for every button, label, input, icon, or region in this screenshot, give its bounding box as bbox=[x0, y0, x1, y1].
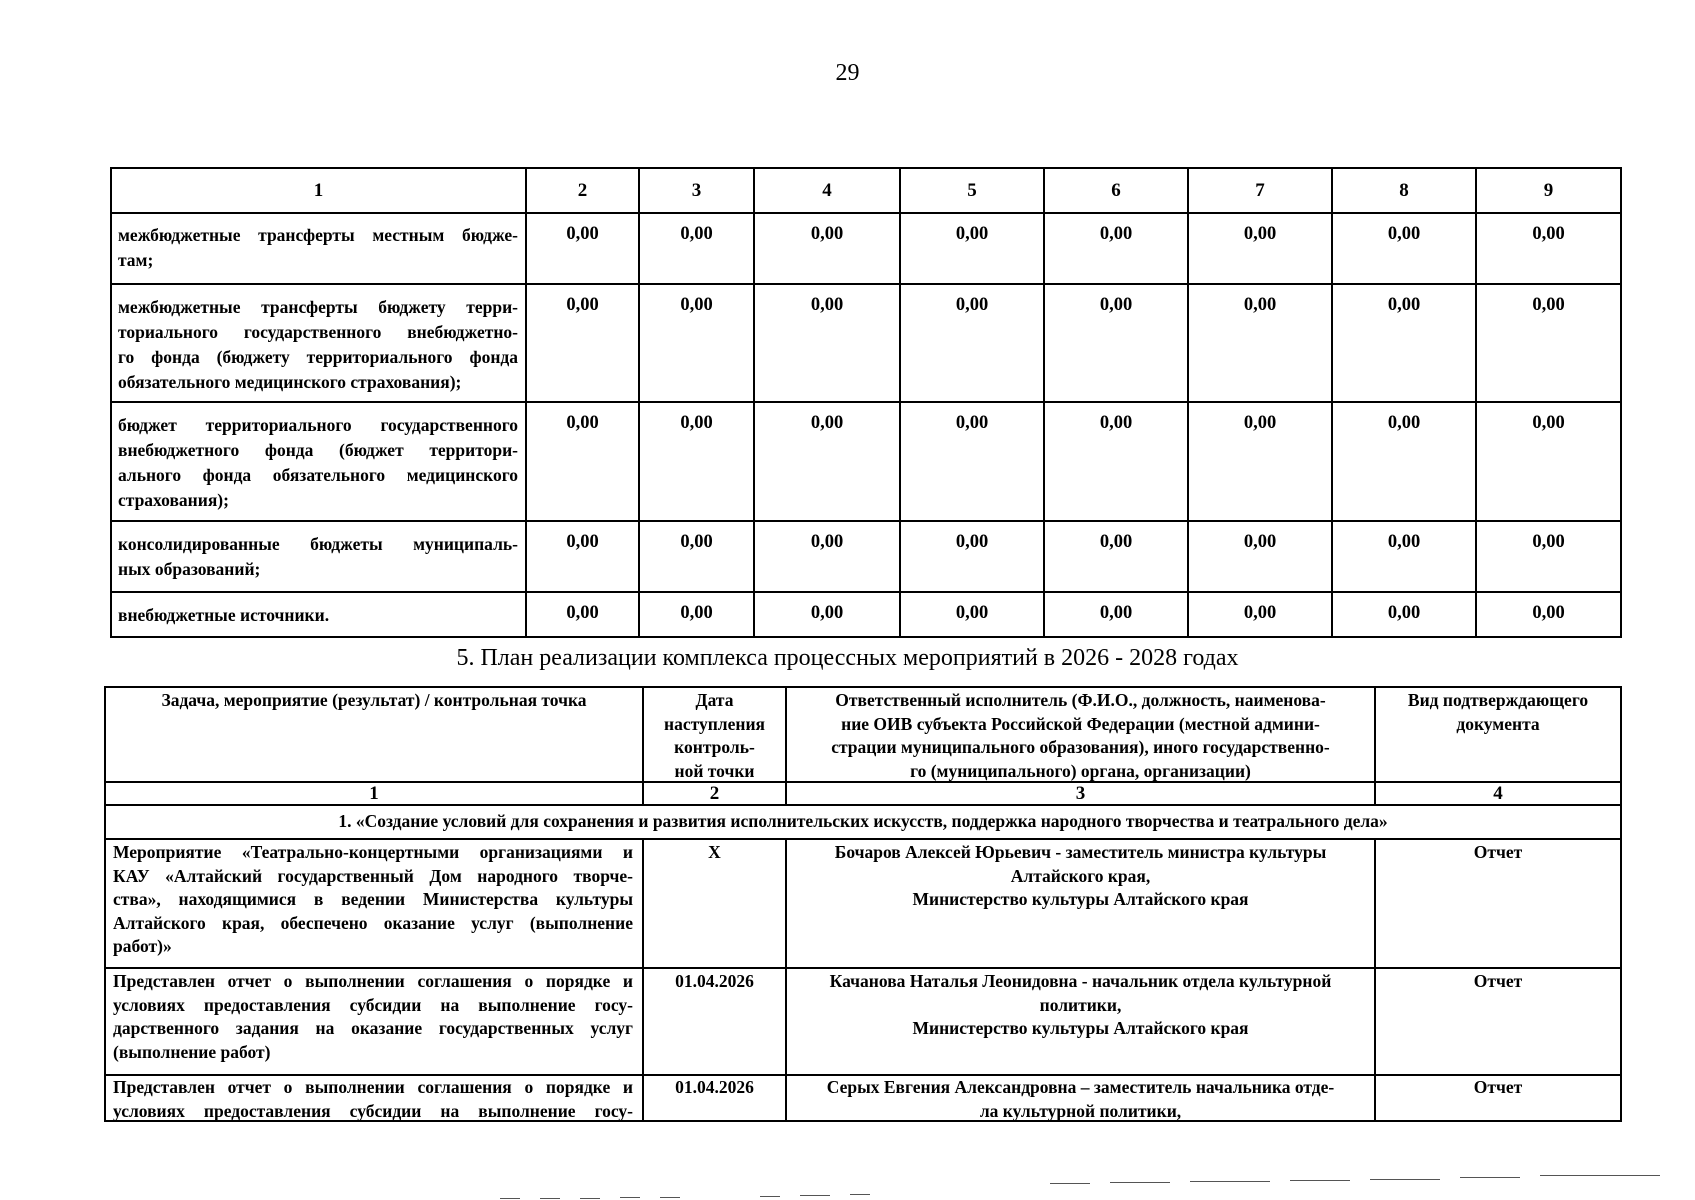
table1-cell: 0,00 bbox=[955, 295, 989, 315]
table1-cell: 0,00 bbox=[1532, 532, 1565, 552]
table2-col-number: 3 bbox=[1075, 783, 1086, 804]
table2-row-document: Отчет bbox=[1473, 971, 1523, 991]
table2-task-row: 1. «Создание условий для сохранения и развития исполнительских искусств, поддержка народного творчества и театрального дела» bbox=[338, 811, 1388, 831]
table1-cell: 0,00 bbox=[680, 295, 713, 315]
table1-cell: 0,00 bbox=[1532, 603, 1565, 623]
page-number: 29 bbox=[835, 60, 860, 86]
table1-cell: 0,00 bbox=[566, 224, 599, 244]
table1-header-col-4: 4 bbox=[822, 180, 832, 201]
table1-row-label: межбюджетные трансферты местным бюдже- там; bbox=[118, 225, 518, 270]
table1-cell: 0,00 bbox=[566, 295, 599, 315]
table1-cell: 0,00 bbox=[810, 413, 844, 433]
table1-header-col-2: 2 bbox=[577, 180, 588, 201]
table1-row-label: консолидированные бюджеты муниципаль- ных образований; bbox=[118, 534, 518, 579]
table1-cell: 0,00 bbox=[566, 413, 599, 433]
table1-cell: 0,00 bbox=[1387, 295, 1421, 315]
table1-header-col-3: 3 bbox=[691, 180, 702, 201]
table1-cell: 0,00 bbox=[680, 224, 713, 244]
table1-cell: 0,00 bbox=[810, 295, 844, 315]
table1-cell: 0,00 bbox=[1099, 532, 1133, 552]
table2-row-activity: Представлен отчет о выполнении соглашения о порядке и условиях предоставления субсидии на выполнение госу- bbox=[113, 1077, 633, 1121]
table2-row-document: Отчет bbox=[1473, 1077, 1523, 1097]
table1-cell: 0,00 bbox=[680, 603, 713, 623]
table1-row-label: межбюджетные трансферты бюджету терри- ториального государственного внебюджетно- го фонда (бюджету территориального фонда обязательного медицинского страхования); bbox=[118, 297, 518, 392]
table1-cell: 0,00 bbox=[955, 532, 989, 552]
table1-cell: 0,00 bbox=[810, 224, 844, 244]
table1-row-label: внебюджетные источники. bbox=[118, 605, 330, 625]
table1-header-col-5: 5 bbox=[967, 180, 977, 201]
table2-row-document: Отчет bbox=[1473, 842, 1523, 862]
table2-header-executor: Ответственный исполнитель (Ф.И.О., должность, наименова- ние ОИВ субъекта Российской Федерации (местной админи- страции муниципального образования), иного государственно- го (муниципального) органа, организации) bbox=[831, 690, 1330, 781]
table1-cell: 0,00 bbox=[810, 532, 844, 552]
table2-row-executor: Качанова Наталья Леонидовна - начальник отдела культурной политики, Министерство культуры Алтайского края bbox=[829, 971, 1332, 1038]
table1-cell: 0,00 bbox=[1387, 413, 1421, 433]
table1-row-label: бюджет территориального государственного внебюджетного фонда (бюджет территори- ального фонда обязательного медицинского страхования); bbox=[118, 415, 518, 510]
table1-cell: 0,00 bbox=[810, 603, 844, 623]
table1-header-col-9: 9 bbox=[1543, 180, 1554, 201]
table1-cell: 0,00 bbox=[955, 224, 989, 244]
table2-col-number: 4 bbox=[1493, 783, 1503, 804]
table1-cell: 0,00 bbox=[955, 413, 989, 433]
table1-cell: 0,00 bbox=[1243, 224, 1277, 244]
table1-cell: 0,00 bbox=[1099, 224, 1133, 244]
table1-cell: 0,00 bbox=[1243, 603, 1277, 623]
table1-header-col-8: 8 bbox=[1399, 180, 1409, 201]
table2-row-executor: Серых Евгения Александровна – заместитель начальника отде- ла культурной политики, bbox=[826, 1077, 1335, 1121]
table2-header-date: Дата наступления контроль- ной точки bbox=[663, 690, 766, 781]
table1-cell: 0,00 bbox=[1387, 603, 1421, 623]
table2-row-activity: Представлен отчет о выполнении соглашения о порядке и условиях предоставления субсидии на выполнение госу- дарственного задания на оказание государственных услуг (выполнение работ) bbox=[113, 971, 633, 1062]
table2-col-number: 1 bbox=[369, 783, 379, 804]
table1-cell: 0,00 bbox=[1099, 603, 1133, 623]
table1-header-col-6: 6 bbox=[1111, 180, 1121, 201]
table1-cell: 0,00 bbox=[1243, 295, 1277, 315]
section-title: 5. План реализации комплекса процессных мероприятий в 2026 - 2028 годах bbox=[456, 645, 1239, 671]
table2-row-executor: Бочаров Алексей Юрьевич - заместитель министра культуры Алтайского края, Министерство культуры Алтайского края bbox=[834, 842, 1327, 909]
table2-row-activity: Мероприятие «Театрально-концертными организациями и КАУ «Алтайский государственный Дом народного творче- ства», находящимися в ведении Министерства культуры Алтайского края, обеспечено оказание услуг (выполнение работ)» bbox=[113, 842, 633, 956]
table1-cell: 0,00 bbox=[1387, 532, 1421, 552]
table1-cell: 0,00 bbox=[1243, 532, 1277, 552]
table2-col-number: 2 bbox=[709, 783, 720, 804]
table1-header-col-7: 7 bbox=[1255, 180, 1265, 201]
table2-row-date: 01.04.2026 bbox=[675, 1077, 754, 1097]
table1-cell: 0,00 bbox=[566, 532, 599, 552]
table1-cell: 0,00 bbox=[1099, 295, 1133, 315]
table1-header-col-1: 1 bbox=[313, 180, 324, 201]
table1-cell: 0,00 bbox=[1099, 413, 1133, 433]
table2-row-date: 01.04.2026 bbox=[675, 971, 754, 991]
table2-header-document: Вид подтверждающего документа bbox=[1407, 690, 1589, 734]
table1-cell: 0,00 bbox=[566, 603, 599, 623]
table1-cell: 0,00 bbox=[680, 413, 713, 433]
table1-cell: 0,00 bbox=[955, 603, 989, 623]
table2-header-task: Задача, мероприятие (результат) / контрольная точка bbox=[161, 690, 587, 710]
table2-row-date: Х bbox=[708, 842, 721, 862]
table1-cell: 0,00 bbox=[1532, 413, 1565, 433]
table1-cell: 0,00 bbox=[680, 532, 713, 552]
table1-cell: 0,00 bbox=[1243, 413, 1277, 433]
table1-cell: 0,00 bbox=[1532, 295, 1565, 315]
table1-cell: 0,00 bbox=[1532, 224, 1565, 244]
table1-cell: 0,00 bbox=[1387, 224, 1421, 244]
